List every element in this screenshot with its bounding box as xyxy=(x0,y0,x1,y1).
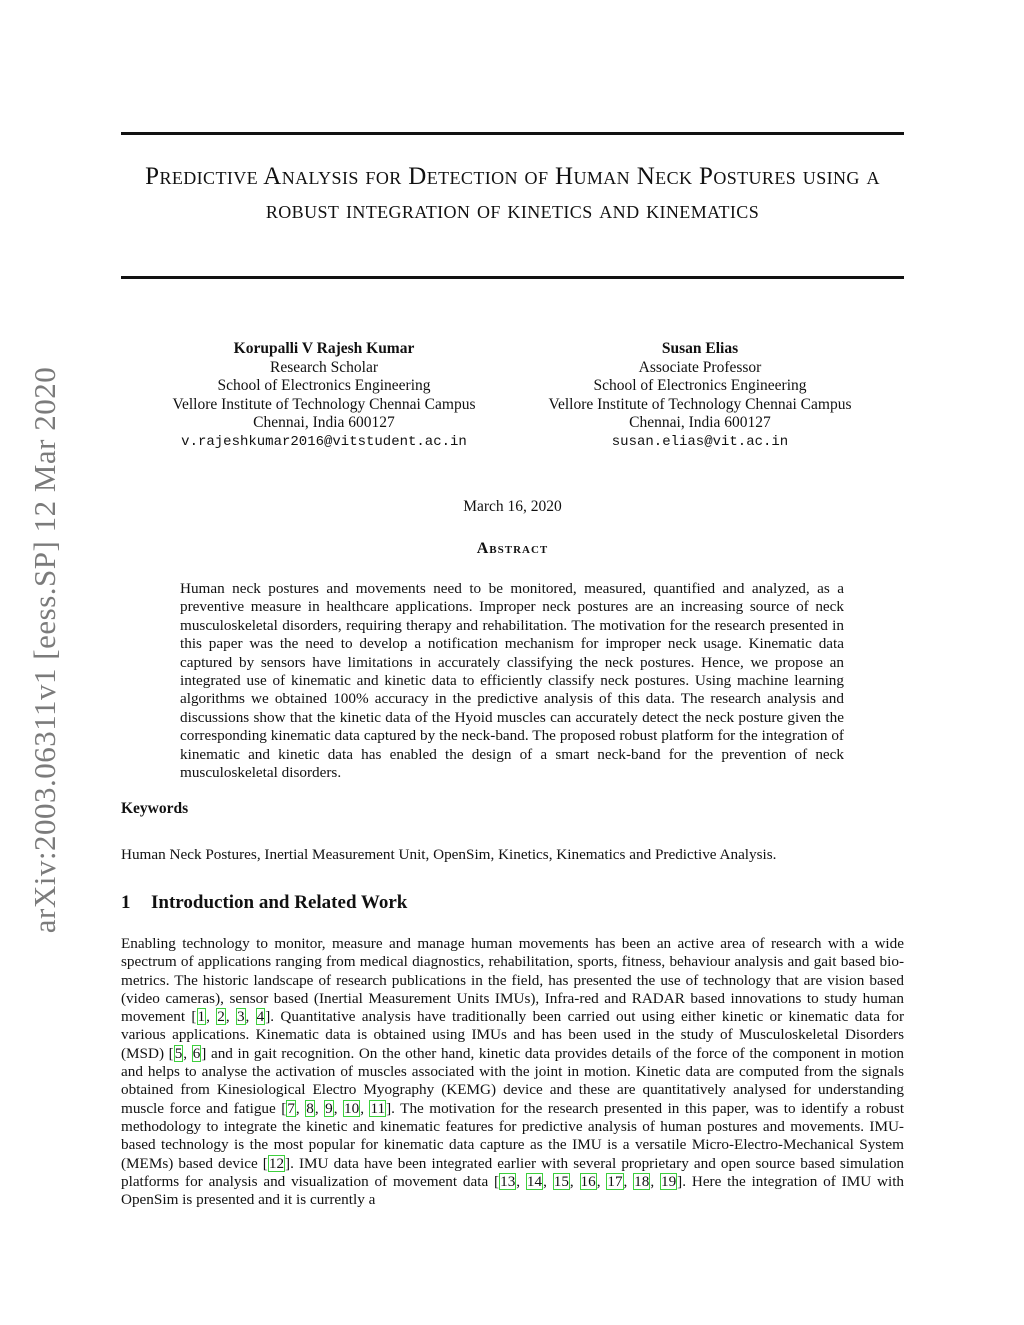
citation-link[interactable]: 1 xyxy=(197,1008,206,1026)
author-block-1 xyxy=(134,340,514,451)
author-dept: School of Electronics Engineering xyxy=(217,377,431,394)
abstract-heading: Abstract xyxy=(476,540,549,557)
citation-link[interactable]: 3 xyxy=(236,1008,245,1026)
author-role: Research Scholar xyxy=(269,358,379,376)
citation-link[interactable]: 9 xyxy=(325,1099,333,1117)
arxiv-identifier-stamp xyxy=(0,340,90,960)
intro-text: ]. Quantitative analysis have traditionally been carried out using either kinetic or kinematic data for various applications. Kinematic data is obtained using IMUs and has been used in the study of Musculoskeletal Disorders (MSD) [ xyxy=(121,1008,905,1062)
citation-link[interactable]: 4 xyxy=(256,1008,265,1026)
citation-link[interactable]: 8 xyxy=(306,1099,314,1117)
author-block-2 xyxy=(510,340,890,451)
citation-link[interactable]: 19 xyxy=(660,1172,677,1190)
author-institute: Vellore Institute of Technology Chennai Campus xyxy=(172,395,476,413)
section-heading xyxy=(121,892,407,914)
author-dept: School of Electronics Engineering xyxy=(593,377,807,394)
keywords-heading: Keywords xyxy=(121,800,189,817)
introduction-body: Enabling technology to monitor, measure and manage human movements has been an active area of research with a wide spectrum of applications ranging from medical diagnostics, rehabilitation, sports, fitness, behaviour analysis and gait based bio-metrics. The historic landscape of research publications in the field, has presented the use of technology that are vision based (video cameras), sensor based (Inertial Measurement Units IMUs), Infra-red and RADAR based innovations to study human movement [1, 2, 3, 4]. Quantitative analysis have traditionally been carried out using either kinetic or kinematic data for various applications. Kinematic data is obtained using IMUs and has been used in the study of Musculoskeletal Disorders (MSD) [5, 6] and in gait recognition. On the other hand, kinetic data provides details of the force of the component in motion and helps to analyse the activation of muscles associated with the joint in motion. Kinetic data are computed from the signals obtained from Kinesiological Electro Myography (KEMG) device and these are quantitatively analysed for understanding muscle force and fatigue [7, 8, 9, 10, 11]. The motivation for the research presented in this paper, was to identify a robust methodology to integrate the kinetic and kinematic features for predictive analysis of human postures and movements. IMU-based technology is the most popular for kinematic data capture as the IMU is a versatile Micro-Electro-Mechanical System (MEMs) based device [12]. IMU data have been integrated earlier with several proprietary and open source based simulation platforms for analysis and visualization of movement data [13, 14, 15, 16, 17, 18, 19]. Here the integration of IMU with OpenSim is presented and it is currently a xyxy=(121,935,905,1209)
author-location: Chennai, India 600127 xyxy=(253,414,395,431)
citation-link[interactable]: 6 xyxy=(192,1044,201,1062)
author-location: Chennai, India 600127 xyxy=(629,414,771,431)
citation-link[interactable]: 17 xyxy=(607,1172,623,1190)
citation-link[interactable]: 7 xyxy=(287,1099,295,1117)
section-title: Introduction and Related Work xyxy=(151,892,408,913)
author-name: Korupalli V Rajesh Kumar xyxy=(233,340,415,357)
citation-link[interactable]: 2 xyxy=(217,1008,225,1026)
citation-link[interactable]: 12 xyxy=(268,1154,285,1172)
intro-text: ] and in gait recognition. On the other hand, kinetic data provides details of the force of the component in motion and helps to analyse the activation of muscles associated with the joint in motion. Kinetic data are computed from the signals obtained from Kinesiological Electro Myography (KEMG) device and these are quantitatively analysed for understanding muscle force and fatigue [ xyxy=(121,1044,905,1117)
keywords-list: Human Neck Postures, Inertial Measurement Unit, OpenSim, Kinetics, Kinematics and Predictive Analysis. xyxy=(121,846,777,863)
title-top-rule xyxy=(121,132,904,135)
author-email-link[interactable]: v.rajeshkumar2016@vitstudent.ac.in xyxy=(181,433,467,450)
author-role: Associate Professor xyxy=(638,358,762,376)
author-name: Susan Elias xyxy=(661,340,739,357)
citation-link[interactable]: 5 xyxy=(174,1044,183,1062)
author-email-link[interactable]: susan.elias@vit.ac.in xyxy=(611,433,789,450)
citation-link[interactable]: 13 xyxy=(500,1172,516,1190)
intro-text: ]. Here the integration of IMU with OpenSim is presented and it is currently a xyxy=(121,1172,905,1209)
title-bottom-rule xyxy=(121,276,904,279)
intro-text: ]. The motivation for the research presented in this paper, was to identify a robust methodology to integrate the kinetic and kinematic features for predictive analysis of human postures and movements. IMU-based technology is the most popular for kinematic data capture as the IMU is a versatile Micro-Electro-Mechanical System (MEMs) based device [ xyxy=(121,1099,905,1172)
abstract-body: Human neck postures and movements need to be monitored, measured, quantified and analyzed, as a preventive measure in healthcare applications. Improper neck postures are an increasing source of neck musculoskeletal disorders, requiring therapy and rehabilitation. The motivation for the research presented in this paper was the need to develop a notification mechanism for improper neck usage. Kinematic data captured by sensors have limitations in accurately classifying the neck postures. Hence, we propose an integrated use of kinematic and kinetic data to efficiently classify neck postures. Using machine learning algorithms we obtained 100% accuracy in the predictive analysis of this data. The research analysis and discussions show that the kinetic data of the Hyoid muscles can accurately detect the neck posture given the corresponding kinematic data captured by the neck-band. The proposed robust platform for the integration of kinematic and kinetic data has enabled the design of a smart neck-band for the prevention of neck musculoskeletal disorders. xyxy=(180,580,844,782)
citation-link[interactable]: 18 xyxy=(634,1172,650,1190)
section-number: 1 xyxy=(121,892,131,913)
citation-link[interactable]: 16 xyxy=(580,1172,596,1190)
paper-title: Predictive Analysis for Detection of Human Neck Postures using a robust integration of kinetics and kinematics xyxy=(145,163,880,224)
citation-link[interactable]: 11 xyxy=(370,1099,386,1117)
citation-link[interactable]: 15 xyxy=(553,1172,569,1190)
publication-date: March 16, 2020 xyxy=(463,498,562,515)
author-institute: Vellore Institute of Technology Chennai Campus xyxy=(548,395,852,413)
intro-text: Enabling technology to monitor, measure and manage human movements has been an active area of research with a wide spectrum of applications ranging from medical diagnostics, rehabilitation, sports, fitness, behaviour analysis and gait based bio-metrics. The historic landscape of research publications in the field, has presented the use of technology that are vision based (video cameras), sensor based (Inertial Measurement Units IMUs), Infra-red and RADAR based innovations to study human movement [ xyxy=(121,935,904,1026)
citation-link[interactable]: 14 xyxy=(526,1172,543,1190)
citation-link[interactable]: 10 xyxy=(344,1099,360,1117)
arxiv-identifier-text: arXiv:2003.06311v1 [eess.SP] 12 Mar 2020 xyxy=(27,366,62,934)
intro-text: ]. IMU data have been integrated earlier with several proprietary and open source based simulation platforms for analysis and visualization of movement data [ xyxy=(121,1154,905,1190)
